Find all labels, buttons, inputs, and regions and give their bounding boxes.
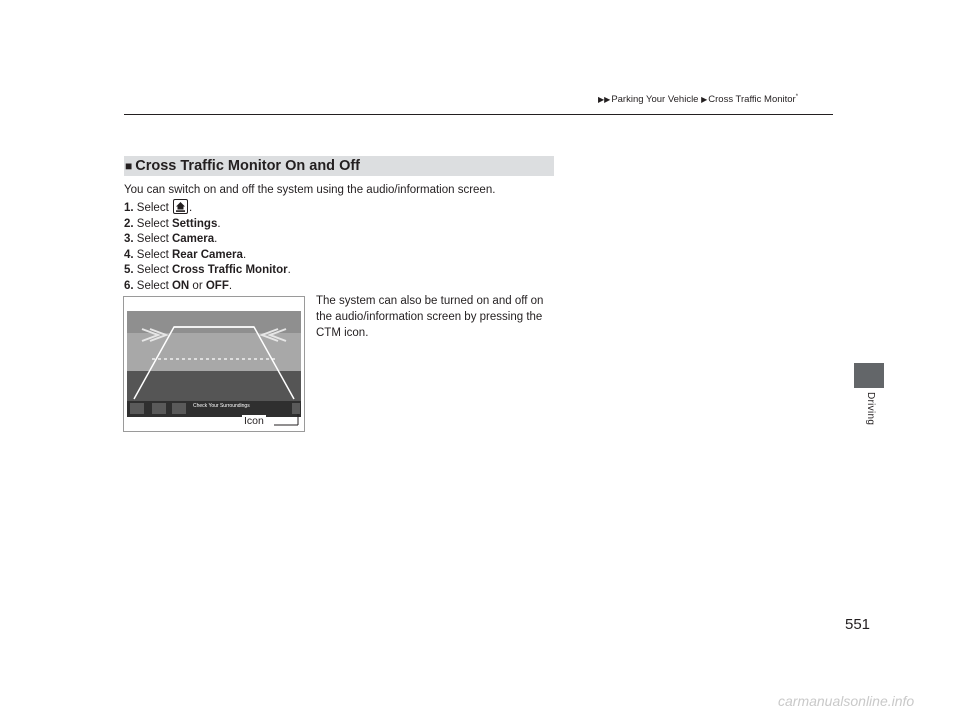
breadcrumb-item-ctm[interactable]: Cross Traffic Monitor (708, 94, 796, 106)
step-punct: . (242, 248, 247, 261)
step-item (124, 279, 291, 295)
steps-list (124, 199, 291, 295)
header-rule (124, 114, 833, 115)
page-number: 551 (845, 616, 871, 633)
home-icon (173, 199, 188, 214)
breadcrumb-item-parking[interactable]: Parking Your Vehicle (611, 94, 699, 106)
step-item (124, 199, 291, 217)
step-option: Rear Camera (171, 248, 243, 261)
step-text: Select (136, 217, 169, 230)
step-number: 2. (124, 217, 134, 230)
step-item (124, 263, 291, 279)
step-punct: . (214, 233, 218, 246)
step-number: 5. (124, 264, 134, 277)
step-text: Select (136, 202, 169, 214)
step-item (124, 248, 291, 264)
footnote-mark: * (795, 94, 799, 100)
step-text: Select (136, 248, 169, 261)
step-number: 4. (124, 248, 134, 261)
step-item (124, 217, 291, 233)
chapter-tab-label: Driving (865, 392, 876, 426)
step-punct: . (217, 217, 221, 230)
step-option: Camera (171, 233, 215, 246)
triangle-icon: ▶ (701, 95, 708, 105)
watermark: carmanualsonline.info (778, 693, 915, 709)
step-number: 3. (124, 233, 134, 246)
step-text: Select (136, 264, 169, 277)
camera-screen-illustration (123, 296, 305, 432)
step-text: Select (136, 279, 169, 292)
step-punct: . (188, 202, 193, 214)
section-title (124, 156, 554, 176)
square-bullet-icon: ■ (125, 159, 133, 173)
step-number: 1. (124, 202, 134, 214)
note-text: The system can also be turned on and off on the audio/information screen by pressing the CTM icon. (316, 295, 544, 339)
step-item (124, 232, 291, 248)
triangle-icon: ▶▶ (598, 95, 611, 105)
step-text: or (192, 279, 203, 292)
section-title-text: Cross Traffic Monitor On and Off (135, 158, 361, 174)
chapter-tab[interactable] (854, 363, 884, 388)
step-punct: . (287, 264, 291, 277)
step-option: Cross Traffic Monitor (171, 264, 288, 277)
step-option: OFF (205, 279, 229, 292)
step-option: ON (171, 279, 190, 292)
icon-callout-label: Icon (244, 415, 264, 427)
breadcrumb (598, 94, 798, 105)
step-text: Select (136, 233, 169, 246)
step-punct: . (228, 279, 233, 292)
step-number: 6. (124, 279, 134, 292)
step-option: Settings (171, 217, 218, 230)
screen-status-text: Check Your Surroundings (193, 403, 250, 409)
intro-text: You can switch on and off the system using the audio/information screen. (124, 184, 496, 196)
